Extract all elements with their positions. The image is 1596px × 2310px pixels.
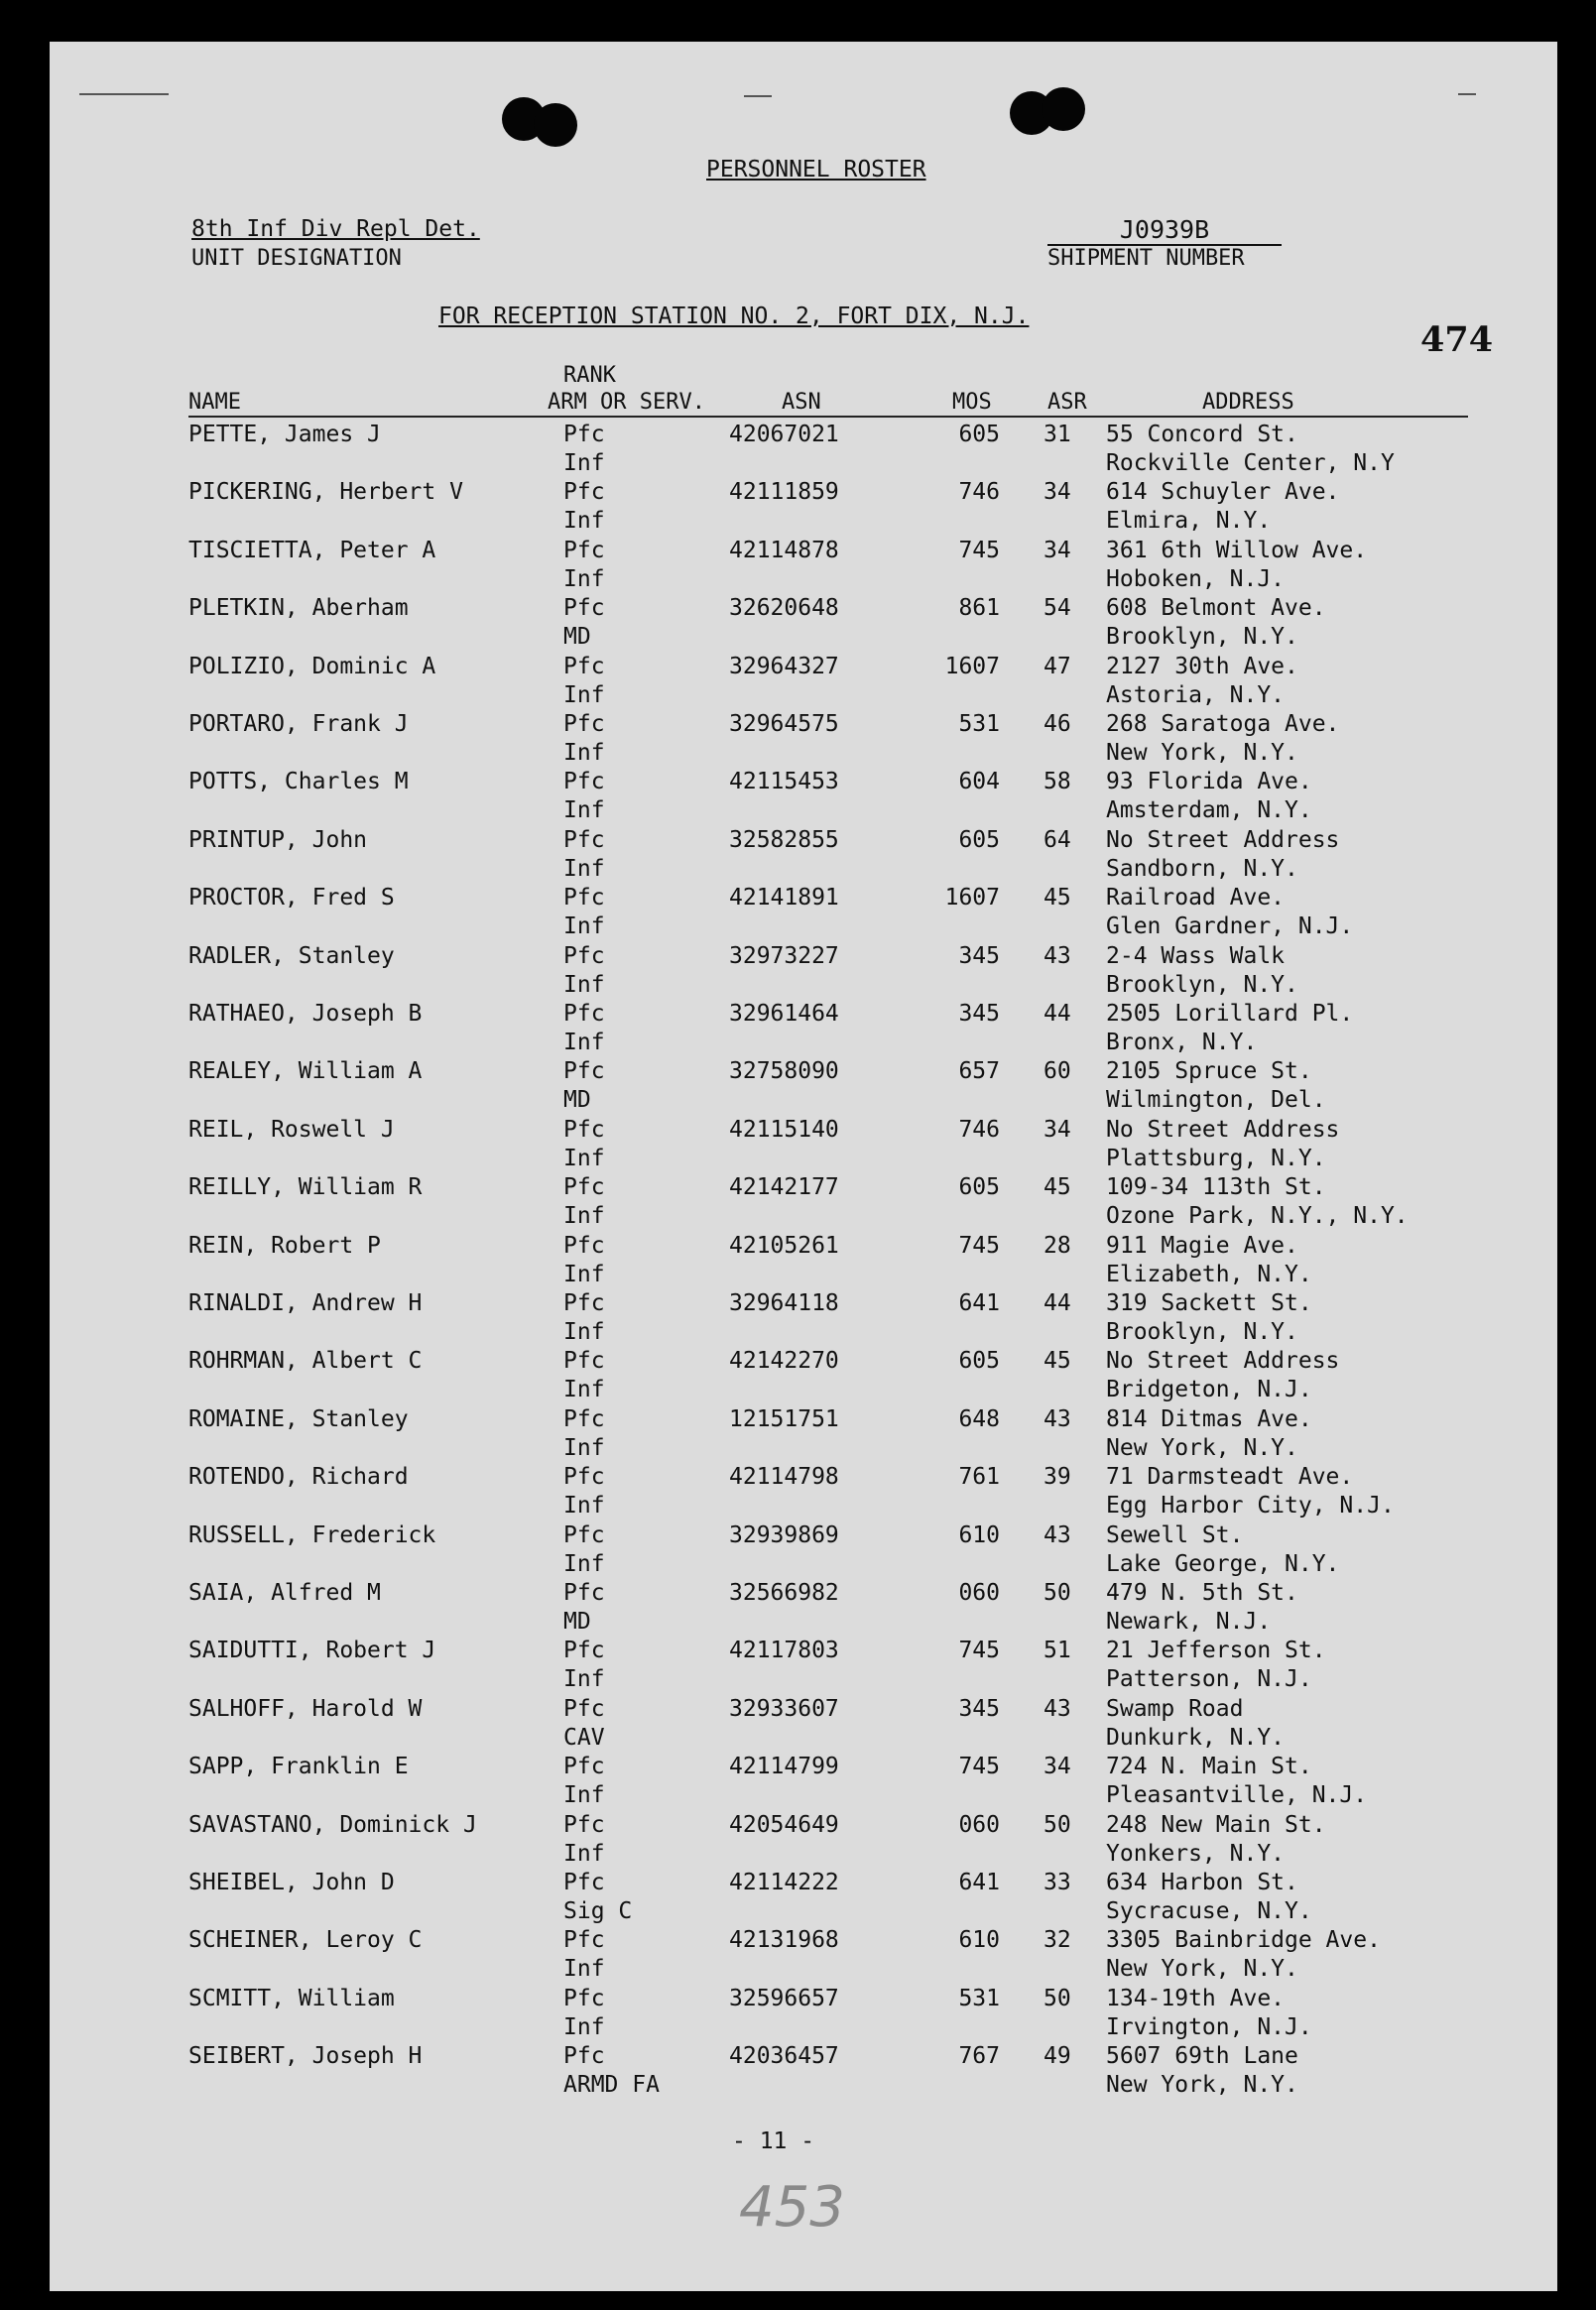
roster-arm-or-serv: Inf: [563, 1434, 605, 1461]
roster-asr: 47: [1044, 653, 1071, 679]
roster-arm-or-serv: Inf: [563, 855, 605, 882]
roster-rank: Pfc: [563, 2043, 605, 2070]
table-row: [0, 826, 1596, 884]
header-address: ADDRESS: [1202, 390, 1294, 415]
roster-name: PORTARO, Frank J: [188, 711, 409, 737]
unit-designation-label: UNIT DESIGNATION: [191, 246, 402, 271]
roster-asr: 64: [1044, 826, 1071, 853]
roster-address-line1: 55 Concord St.: [1106, 422, 1298, 447]
roster-arm-or-serv: MD: [563, 624, 591, 651]
roster-address-line2: Ozone Park, N.Y., N.Y.: [1106, 1203, 1409, 1230]
table-row: [0, 1173, 1596, 1231]
roster-mos: 745: [958, 1754, 1000, 1780]
roster-name: SALHOFF, Harold W: [188, 1695, 423, 1722]
roster-mos: 1607: [944, 885, 1000, 912]
edge-mark: [1458, 93, 1476, 95]
roster-asn: 42117803: [729, 1638, 839, 1664]
roster-asn: 42142270: [729, 1348, 839, 1375]
roster-address-line1: 21 Jefferson St.: [1106, 1638, 1326, 1664]
table-row: [0, 884, 1596, 941]
roster-address-line2: New York, N.Y.: [1106, 1956, 1298, 1983]
roster-asr: 43: [1044, 1521, 1071, 1548]
roster-name: ROMAINE, Stanley: [188, 1405, 409, 1432]
header-asn: ASN: [782, 390, 821, 415]
roster-address-line2: Dunkurk, N.Y.: [1106, 1724, 1286, 1751]
table-row: [0, 1985, 1596, 2042]
roster-asr: 45: [1044, 1348, 1071, 1375]
roster-address-line1: 5607 69th Lane: [1106, 2043, 1298, 2070]
roster-address-line1: 479 N. 5th St.: [1106, 1580, 1298, 1606]
roster-address-line1: No Street Address: [1106, 1348, 1340, 1375]
roster-arm-or-serv: Inf: [563, 971, 605, 998]
roster-name: SHEIBEL, John D: [188, 1870, 395, 1895]
roster-rank: Pfc: [563, 1232, 605, 1259]
roster-address-line2: Bridgeton, N.J.: [1106, 1377, 1312, 1403]
table-row: [0, 1232, 1596, 1289]
roster-rank: Pfc: [563, 537, 605, 563]
roster-asr: 34: [1044, 1116, 1071, 1143]
roster-rank: Pfc: [563, 479, 605, 506]
roster-mos: 745: [958, 1638, 1000, 1664]
table-row: [0, 421, 1596, 478]
roster-asn: 32596657: [729, 1985, 839, 2011]
roster-name: PETTE, James J: [188, 422, 381, 447]
roster-asn: 42111859: [729, 479, 839, 506]
roster-mos: 1607: [944, 653, 1000, 679]
roster-asn: 42142177: [729, 1174, 839, 1201]
table-row: [0, 1695, 1596, 1753]
roster-mos: 861: [958, 595, 1000, 622]
roster-arm-or-serv: Inf: [563, 681, 605, 708]
table-row: [0, 1521, 1596, 1579]
roster-asn: 32566982: [729, 1580, 839, 1606]
roster-address-line1: No Street Address: [1106, 1116, 1340, 1143]
edge-mark: [744, 95, 772, 97]
roster-asn: 12151751: [729, 1405, 839, 1432]
table-row: [0, 1057, 1596, 1115]
roster-rank: Pfc: [563, 769, 605, 795]
roster-address-line1: 724 N. Main St.: [1106, 1754, 1312, 1780]
roster-name: SEIBERT, Joseph H: [188, 2043, 423, 2070]
roster-name: TISCIETTA, Peter A: [188, 537, 436, 563]
roster-rank: Pfc: [563, 1521, 605, 1548]
roster-asr: 33: [1044, 1870, 1071, 1895]
roster-name: ROHRMAN, Albert C: [188, 1348, 423, 1375]
roster-mos: 345: [958, 942, 1000, 969]
roster-address-line2: Glen Gardner, N.J.: [1106, 913, 1354, 940]
roster-name: RATHAEO, Joseph B: [188, 1001, 423, 1027]
roster-asr: 49: [1044, 2043, 1071, 2070]
roster-asn: 42054649: [729, 1811, 839, 1838]
roster-arm-or-serv: Inf: [563, 1030, 605, 1055]
roster-mos: 761: [958, 1464, 1000, 1491]
table-row: [0, 1463, 1596, 1520]
roster-asn: 42105261: [729, 1232, 839, 1259]
roster-name: SAIDUTTI, Robert J: [188, 1638, 436, 1664]
roster-asr: 28: [1044, 1232, 1071, 1259]
roster-arm-or-serv: Inf: [563, 797, 605, 824]
roster-asr: 43: [1044, 1695, 1071, 1722]
roster-arm-or-serv: Inf: [563, 1203, 605, 1230]
roster-rank: Pfc: [563, 1290, 605, 1316]
roster-mos: 745: [958, 1232, 1000, 1259]
table-row: [0, 1926, 1596, 1984]
roster-arm-or-serv: MD: [563, 1609, 591, 1635]
table-row: [0, 1869, 1596, 1926]
roster-name: PRINTUP, John: [188, 826, 368, 853]
footer-page-number: - 11 -: [732, 2128, 815, 2154]
roster-asn: 42115140: [729, 1116, 839, 1143]
roster-asn: 42131968: [729, 1927, 839, 1954]
shipment-number-label: SHIPMENT NUMBER: [1047, 246, 1245, 271]
roster-mos: 605: [958, 422, 1000, 447]
roster-mos: 746: [958, 1116, 1000, 1143]
roster-address-line2: Brooklyn, N.Y.: [1106, 1319, 1298, 1345]
roster-rank: Pfc: [563, 826, 605, 853]
roster-name: SAVASTANO, Dominick J: [188, 1811, 477, 1838]
roster-address-line2: Elizabeth, N.Y.: [1106, 1261, 1312, 1287]
roster-address-line1: 134-19th Ave.: [1106, 1985, 1286, 2011]
table-row: [0, 1000, 1596, 1057]
roster-arm-or-serv: Inf: [563, 1550, 605, 1577]
roster-address-line2: Irvington, N.J.: [1106, 2013, 1312, 2040]
roster-address-line1: 93 Florida Ave.: [1106, 769, 1312, 795]
roster-name: SCHEINER, Leroy C: [188, 1927, 423, 1954]
roster-name: ROTENDO, Richard: [188, 1464, 409, 1491]
roster-name: REILLY, William R: [188, 1174, 423, 1201]
roster-asn: 42115453: [729, 769, 839, 795]
roster-address-line2: Brooklyn, N.Y.: [1106, 971, 1298, 998]
roster-address-line2: New York, N.Y.: [1106, 2072, 1298, 2099]
roster-name: RADLER, Stanley: [188, 942, 395, 969]
table-row: [0, 1753, 1596, 1810]
roster-arm-or-serv: CAV: [563, 1724, 605, 1751]
roster-arm-or-serv: Inf: [563, 1377, 605, 1403]
roster-asn: 42114799: [729, 1754, 839, 1780]
table-row: [0, 2042, 1596, 2100]
roster-name: POLIZIO, Dominic A: [188, 653, 436, 679]
roster-name: SAIA, Alfred M: [188, 1580, 381, 1606]
roster-mos: 610: [958, 1927, 1000, 1954]
reception-station: FOR RECEPTION STATION NO. 2, FORT DIX, N.J.: [438, 304, 1030, 329]
roster-asr: 31: [1044, 422, 1071, 447]
roster-address-line1: 71 Darmsteadt Ave.: [1106, 1464, 1354, 1491]
roster-arm-or-serv: Inf: [563, 1493, 605, 1520]
roster-mos: 610: [958, 1521, 1000, 1548]
roster-rank: Pfc: [563, 711, 605, 737]
roster-mos: 605: [958, 1174, 1000, 1201]
roster-mos: 060: [958, 1811, 1000, 1838]
roster-rank: Pfc: [563, 595, 605, 622]
header-rule: [188, 416, 1468, 418]
roster-rank: Pfc: [563, 1870, 605, 1895]
roster-rank: Pfc: [563, 1927, 605, 1954]
roster-asn: 42141891: [729, 885, 839, 912]
roster-address-line2: Sycracuse, N.Y.: [1106, 1898, 1312, 1924]
roster-asn: 32964575: [729, 711, 839, 737]
roster-asn: 32582855: [729, 826, 839, 853]
roster-mos: 767: [958, 2043, 1000, 2070]
roster-mos: 531: [958, 711, 1000, 737]
roster-asr: 39: [1044, 1464, 1071, 1491]
roster-address-line1: 109-34 113th St.: [1106, 1174, 1326, 1201]
roster-rank: Pfc: [563, 1638, 605, 1664]
roster-asn: 42114798: [729, 1464, 839, 1491]
punch-hole-left-2: [534, 103, 577, 147]
roster-asn: 32973227: [729, 942, 839, 969]
roster-rank: Pfc: [563, 1695, 605, 1722]
table-row: [0, 478, 1596, 536]
roster-asn: 32964118: [729, 1290, 839, 1316]
roster-address-line2: Brooklyn, N.Y.: [1106, 624, 1298, 651]
roster-address-line2: Bronx, N.Y.: [1106, 1030, 1258, 1055]
roster-arm-or-serv: MD: [563, 1087, 591, 1114]
roster-asr: 50: [1044, 1985, 1071, 2011]
roster-address-line2: Newark, N.J.: [1106, 1609, 1272, 1635]
roster-address-line1: 248 New Main St.: [1106, 1811, 1326, 1838]
roster-address-line1: Railroad Ave.: [1106, 885, 1286, 912]
unit-designation-value: 8th Inf Div Repl Det.: [191, 216, 480, 242]
roster-arm-or-serv: Inf: [563, 508, 605, 535]
roster-address-line1: 319 Sackett St.: [1106, 1290, 1312, 1316]
roster-arm-or-serv: Inf: [563, 1666, 605, 1693]
roster-address-line1: No Street Address: [1106, 826, 1340, 853]
table-row: [0, 1405, 1596, 1463]
roster-mos: 605: [958, 1348, 1000, 1375]
roster-arm-or-serv: Inf: [563, 1956, 605, 1983]
roster-mos: 605: [958, 826, 1000, 853]
header-mos: MOS: [952, 390, 992, 415]
punch-hole-right-2: [1042, 87, 1085, 131]
roster-asr: 32: [1044, 1927, 1071, 1954]
roster-mos: 531: [958, 1985, 1000, 2011]
table-row: [0, 1579, 1596, 1637]
roster-address-line2: Elmira, N.Y.: [1106, 508, 1272, 535]
roster-name: PROCTOR, Fred S: [188, 885, 395, 912]
roster-name: REIL, Roswell J: [188, 1116, 395, 1143]
roster-address-line1: 3305 Bainbridge Ave.: [1106, 1927, 1381, 1954]
table-row: [0, 1637, 1596, 1694]
roster-address-line2: Patterson, N.J.: [1106, 1666, 1312, 1693]
roster-address-line2: Rockville Center, N.Y: [1106, 450, 1395, 476]
roster-address-line2: New York, N.Y.: [1106, 740, 1298, 766]
roster-address-line2: Egg Harbor City, N.J.: [1106, 1493, 1395, 1520]
roster-asn: 32964327: [729, 653, 839, 679]
roster-rank: Pfc: [563, 1405, 605, 1432]
roster-arm-or-serv: Inf: [563, 913, 605, 940]
roster-address-line1: Swamp Road: [1106, 1695, 1244, 1722]
roster-arm-or-serv: Inf: [563, 1319, 605, 1345]
table-row: [0, 1116, 1596, 1173]
roster-asr: 46: [1044, 711, 1071, 737]
table-row: [0, 653, 1596, 710]
roster-name: RINALDI, Andrew H: [188, 1290, 423, 1316]
roster-rank: Pfc: [563, 1348, 605, 1375]
roster-asn: 42036457: [729, 2043, 839, 2070]
roster-name: PLETKIN, Aberham: [188, 595, 409, 622]
roster-asr: 50: [1044, 1811, 1071, 1838]
roster-rank: Pfc: [563, 1580, 605, 1606]
roster-asr: 45: [1044, 885, 1071, 912]
roster-arm-or-serv: Inf: [563, 565, 605, 592]
roster-name: REALEY, William A: [188, 1058, 423, 1085]
roster-name: SAPP, Franklin E: [188, 1754, 409, 1780]
roster-asr: 58: [1044, 769, 1071, 795]
roster-asn: 42067021: [729, 422, 839, 447]
roster-address-line2: Lake George, N.Y.: [1106, 1550, 1340, 1577]
roster-name: RUSSELL, Frederick: [188, 1521, 436, 1548]
roster-asn: 42114878: [729, 537, 839, 563]
roster-asr: 54: [1044, 595, 1071, 622]
roster-address-line1: 2-4 Wass Walk: [1106, 942, 1286, 969]
roster-rank: Pfc: [563, 422, 605, 447]
handwritten-number: 453: [739, 2175, 845, 2240]
roster-address-line1: 911 Magie Ave.: [1106, 1232, 1298, 1259]
table-row: [0, 710, 1596, 768]
roster-asr: 34: [1044, 1754, 1071, 1780]
roster-arm-or-serv: Inf: [563, 2013, 605, 2040]
table-row: [0, 942, 1596, 1000]
roster-asr: 44: [1044, 1001, 1071, 1027]
roster-address-line2: Sandborn, N.Y.: [1106, 855, 1298, 882]
roster-asr: 50: [1044, 1580, 1071, 1606]
roster-asr: 45: [1044, 1174, 1071, 1201]
table-row: [0, 1811, 1596, 1869]
roster-asn: 42114222: [729, 1870, 839, 1895]
roster-arm-or-serv: ARMD FA: [563, 2072, 660, 2099]
table-row: [0, 1347, 1596, 1404]
roster-rank: Pfc: [563, 1811, 605, 1838]
roster-asr: 34: [1044, 479, 1071, 506]
roster-arm-or-serv: Inf: [563, 1145, 605, 1171]
roster-mos: 604: [958, 769, 1000, 795]
roster-arm-or-serv: Inf: [563, 1782, 605, 1809]
roster-address-line2: Amsterdam, N.Y.: [1106, 797, 1312, 824]
roster-address-line2: New York, N.Y.: [1106, 1434, 1298, 1461]
roster-asr: 51: [1044, 1638, 1071, 1664]
roster-asn: 32933607: [729, 1695, 839, 1722]
roster-rank: Pfc: [563, 1058, 605, 1085]
roster-address-line2: Wilmington, Del.: [1106, 1087, 1326, 1114]
roster-mos: 657: [958, 1058, 1000, 1085]
roster-address-line1: 2505 Lorillard Pl.: [1106, 1001, 1354, 1027]
roster-arm-or-serv: Inf: [563, 450, 605, 476]
roster-address-line1: 2105 Spruce St.: [1106, 1058, 1312, 1085]
roster-address-line2: Pleasantville, N.J.: [1106, 1782, 1368, 1809]
table-row: [0, 594, 1596, 652]
roster-name: PICKERING, Herbert V: [188, 479, 463, 506]
roster-name: REIN, Robert P: [188, 1232, 381, 1259]
roster-address-line2: Astoria, N.Y.: [1106, 681, 1286, 708]
header-asr: ASR: [1047, 390, 1087, 415]
roster-address-line1: 614 Schuyler Ave.: [1106, 479, 1340, 506]
roster-rank: Pfc: [563, 653, 605, 679]
roster-rank: Pfc: [563, 1116, 605, 1143]
roster-arm-or-serv: Inf: [563, 740, 605, 766]
roster-asn: 32939869: [729, 1521, 839, 1548]
roster-rank: Pfc: [563, 1174, 605, 1201]
roster-address-line2: Plattsburg, N.Y.: [1106, 1145, 1326, 1171]
table-row: [0, 537, 1596, 594]
table-row: [0, 768, 1596, 825]
shipment-number-value: J0939B: [1047, 216, 1282, 246]
table-row: [0, 1289, 1596, 1347]
roster-arm-or-serv: Inf: [563, 1261, 605, 1287]
stamp-number: 474: [1420, 319, 1494, 360]
roster-asr: 34: [1044, 537, 1071, 563]
roster-rank: Pfc: [563, 942, 605, 969]
roster-mos: 648: [958, 1405, 1000, 1432]
roster-name: SCMITT, William: [188, 1985, 395, 2011]
roster-title: PERSONNEL ROSTER: [706, 157, 926, 182]
roster-rank: Pfc: [563, 885, 605, 912]
roster-address-line1: 2127 30th Ave.: [1106, 653, 1298, 679]
roster-mos: 746: [958, 479, 1000, 506]
roster-arm-or-serv: Inf: [563, 1840, 605, 1867]
roster-address-line1: 608 Belmont Ave.: [1106, 595, 1326, 622]
roster-address-line2: Yonkers, N.Y.: [1106, 1840, 1286, 1867]
roster-asn: 32961464: [729, 1001, 839, 1027]
roster-mos: 345: [958, 1001, 1000, 1027]
roster-address-line1: 268 Saratoga Ave.: [1106, 711, 1340, 737]
roster-asn: 32620648: [729, 595, 839, 622]
roster-asr: 60: [1044, 1058, 1071, 1085]
roster-asn: 32758090: [729, 1058, 839, 1085]
roster-name: POTTS, Charles M: [188, 769, 409, 795]
roster-asr: 43: [1044, 942, 1071, 969]
roster-rank: Pfc: [563, 1985, 605, 2011]
roster-address-line1: 361 6th Willow Ave.: [1106, 537, 1368, 563]
roster-asr: 44: [1044, 1290, 1071, 1316]
roster-mos: 641: [958, 1870, 1000, 1895]
edge-mark: [79, 93, 169, 95]
header-arm-or-serv: ARM OR SERV.: [548, 390, 705, 415]
roster-address-line1: Sewell St.: [1106, 1521, 1244, 1548]
header-rank: RANK: [563, 363, 616, 388]
roster-arm-or-serv: Sig C: [563, 1898, 633, 1924]
roster-asr: 43: [1044, 1405, 1071, 1432]
roster-address-line2: Hoboken, N.J.: [1106, 565, 1286, 592]
roster-mos: 345: [958, 1695, 1000, 1722]
roster-mos: 745: [958, 537, 1000, 563]
roster-mos: 060: [958, 1580, 1000, 1606]
roster-address-line1: 814 Ditmas Ave.: [1106, 1405, 1312, 1432]
roster-mos: 641: [958, 1290, 1000, 1316]
roster-rank: Pfc: [563, 1001, 605, 1027]
header-name: NAME: [188, 390, 241, 415]
roster-rank: Pfc: [563, 1754, 605, 1780]
roster-address-line1: 634 Harbon St.: [1106, 1870, 1298, 1895]
roster-rank: Pfc: [563, 1464, 605, 1491]
